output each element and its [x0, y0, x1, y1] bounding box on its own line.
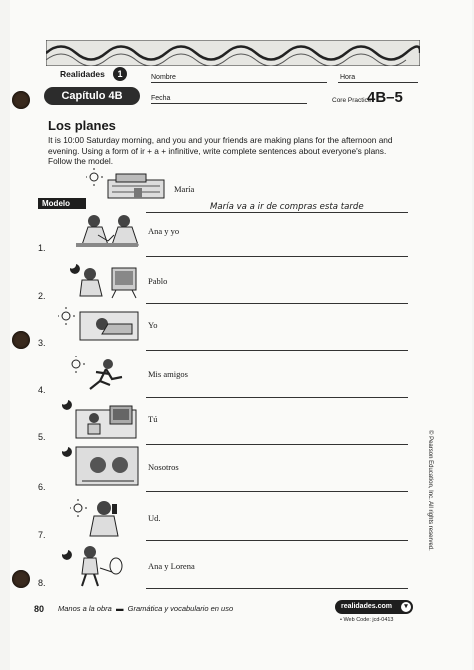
instruction-line: It is 10:00 Saturday morning, and you and your friends are making plans for the afternoon and: [48, 135, 393, 145]
web-button-label: realidades.com: [341, 603, 392, 610]
hora-label: Hora: [340, 74, 356, 81]
item-number: 5.: [38, 432, 46, 442]
hora-line[interactable]: [338, 82, 418, 83]
series-level-badge: 1: [113, 67, 127, 81]
reading-icon: [70, 213, 144, 251]
phone-icon: [70, 498, 130, 538]
sleeping-icon: [58, 306, 142, 346]
binder-hole: [12, 91, 30, 109]
instruction-line: Follow the model.: [48, 156, 114, 166]
item-subject: Mis amigos: [148, 369, 188, 379]
answer-line[interactable]: [146, 397, 408, 398]
item-number: 1.: [38, 243, 46, 253]
answer-line[interactable]: [146, 588, 408, 589]
item-subject: Ud.: [148, 513, 161, 523]
answer-line[interactable]: [146, 256, 408, 257]
movie-icon: [58, 443, 142, 487]
tennis-icon: [58, 544, 132, 588]
item-number: 8.: [38, 578, 46, 588]
instruction-line: evening. Using a form of ir + a + infinitive, write complete sentences about everyone's plans.: [48, 145, 387, 156]
copyright-notice: © Pearson Education, Inc. All rights reserved.: [427, 430, 433, 551]
decorative-border: [46, 40, 420, 66]
answer-line[interactable]: [146, 303, 408, 304]
book-name: Manos a la obra: [58, 604, 112, 613]
model-answer-line: [146, 212, 408, 213]
page-number: 80: [34, 604, 45, 614]
computer-icon: [58, 398, 142, 440]
item-number: 3.: [38, 338, 46, 348]
web-code: • Web Code: jcd-0413: [340, 617, 394, 623]
model-answer: María va a ir de compras esta tarde: [210, 202, 364, 212]
item-subject: Nosotros: [148, 462, 179, 472]
item-subject: Tú: [148, 414, 158, 424]
shopping-mall-icon: [86, 168, 172, 202]
realidades-web-button[interactable]: [335, 600, 413, 614]
activity-title: Los planes: [48, 118, 116, 133]
item-number: 2.: [38, 291, 46, 301]
answer-line[interactable]: [146, 540, 408, 541]
item-subject: Ana y Lorena: [148, 561, 195, 571]
fecha-line[interactable]: [151, 103, 307, 104]
item-number: 4.: [38, 385, 46, 395]
model-subject: María: [174, 184, 195, 194]
item-subject: Yo: [148, 320, 158, 330]
fecha-label: Fecha: [151, 95, 171, 102]
chapter-badge: Capítulo 4B: [44, 87, 140, 105]
section-name: Gramática y vocabulario en uso: [127, 604, 234, 613]
item-subject: Ana y yo: [148, 226, 180, 236]
television-icon: [66, 262, 140, 302]
model-label: Modelo: [38, 198, 86, 209]
footer-book-title: [58, 604, 233, 613]
separator: ▬: [113, 604, 126, 613]
answer-line[interactable]: [146, 491, 408, 492]
nombre-label: Nombre: [151, 74, 176, 81]
binder-hole: [12, 331, 30, 349]
item-number: 6.: [38, 482, 46, 492]
item-subject: Pablo: [148, 276, 168, 286]
nombre-line[interactable]: [151, 82, 327, 83]
running-icon: [70, 356, 130, 396]
core-practice-number: 4B–5: [367, 89, 403, 106]
series-name: Realidades: [60, 69, 105, 79]
core-practice-label: Core Practice: [332, 97, 372, 104]
chevron-down-icon: ▾: [401, 602, 411, 612]
item-number: 7.: [38, 530, 46, 540]
instructions: [48, 135, 416, 167]
answer-line[interactable]: [146, 350, 408, 351]
answer-line[interactable]: [146, 444, 408, 445]
binder-hole: [12, 570, 30, 588]
